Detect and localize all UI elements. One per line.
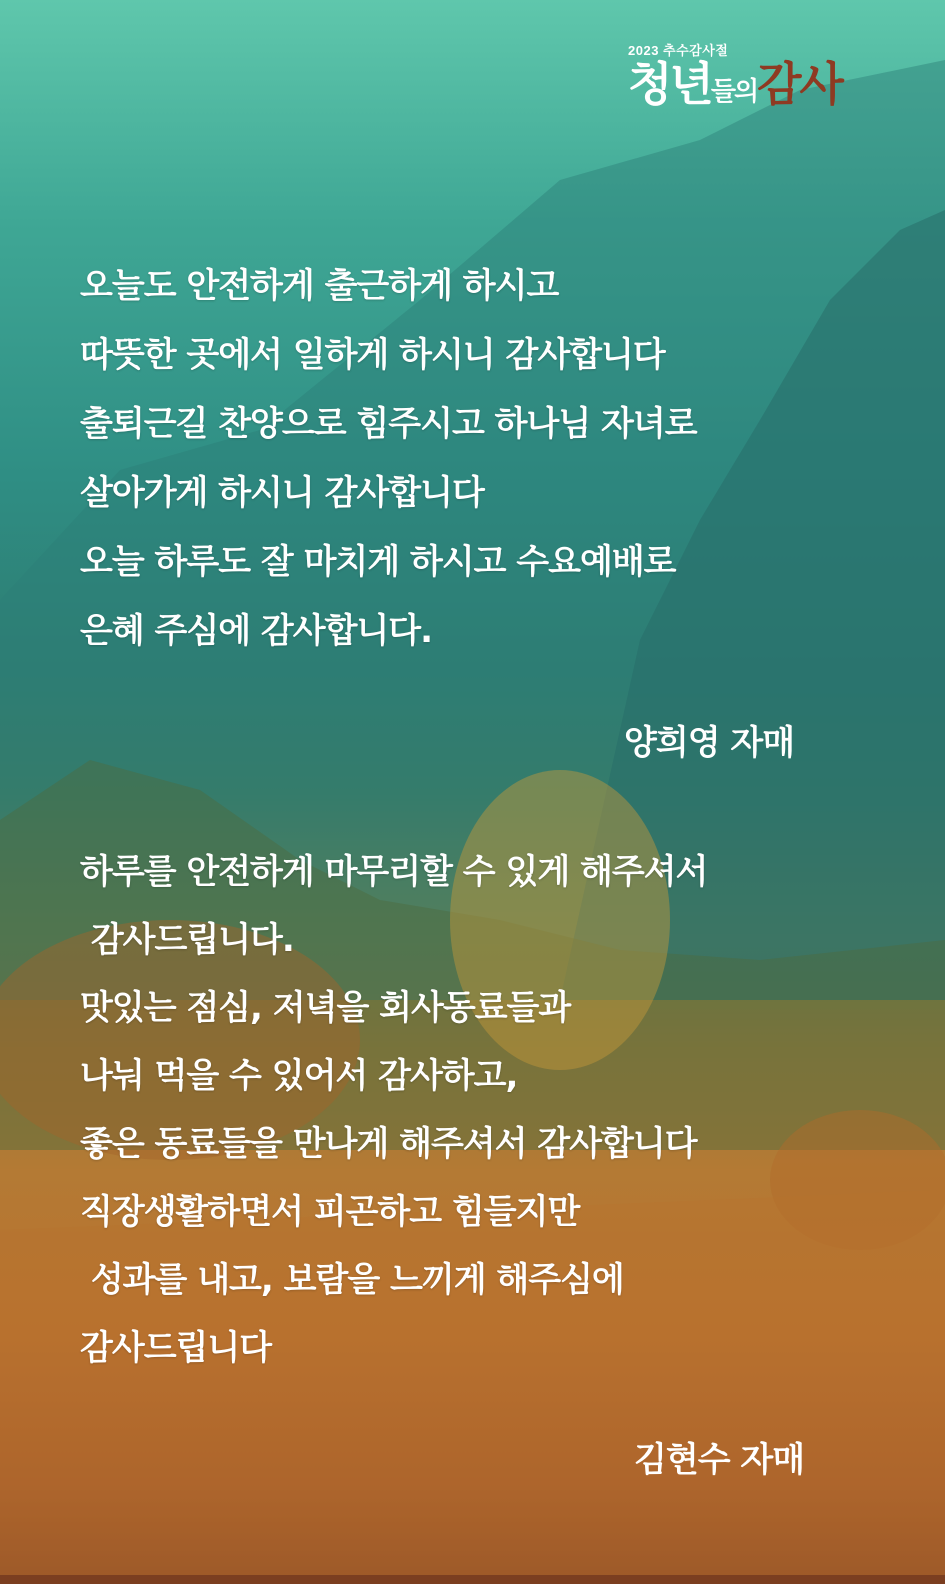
message-line: 감사드립니다. <box>80 920 294 960</box>
message-line: 하루를 안전하게 마무리할 수 있게 해주셔서 <box>80 852 708 892</box>
event-title <box>628 57 918 111</box>
bottom-border <box>0 1575 945 1584</box>
title-part-youth: 청년 <box>628 57 711 111</box>
title-part-of: 들의 <box>710 77 758 107</box>
message-line: 맛있는 점심, 저녁을 회사동료들과 <box>80 988 571 1028</box>
event-subtitle: 2023 추수감사절 <box>628 43 729 58</box>
message-line: 오늘 하루도 잘 마치게 하시고 수요예배로 <box>80 542 676 582</box>
message-line: 좋은 동료들을 만나게 해주셔서 감사합니다 <box>80 1124 697 1164</box>
thanks-message-1 <box>80 252 697 666</box>
message-1-author: 양희영 자매 <box>624 723 795 763</box>
message-line: 출퇴근길 찬양으로 힘주시고 하나님 자녀로 <box>80 404 697 444</box>
event-title-block <box>628 40 918 111</box>
message-line: 오늘도 안전하게 출근하게 하시고 <box>80 266 559 306</box>
message-line: 은혜 주심에 감사합니다. <box>80 611 433 651</box>
message-line: 나눠 먹을 수 있어서 감사하고, <box>80 1056 518 1096</box>
message-line: 감사드립니다 <box>80 1328 272 1368</box>
message-line: 성과를 내고, 보람을 느끼게 해주심에 <box>80 1260 624 1300</box>
message-2-author: 김현수 자매 <box>634 1440 805 1480</box>
title-part-thanks: 감사 <box>757 57 842 111</box>
message-line: 살아가게 하시니 감사합니다 <box>80 473 484 513</box>
thanks-message-2 <box>80 838 707 1382</box>
message-line: 따뜻한 곳에서 일하게 하시니 감사합니다 <box>80 335 665 375</box>
message-line: 직장생활하면서 피곤하고 힘들지만 <box>80 1192 580 1232</box>
